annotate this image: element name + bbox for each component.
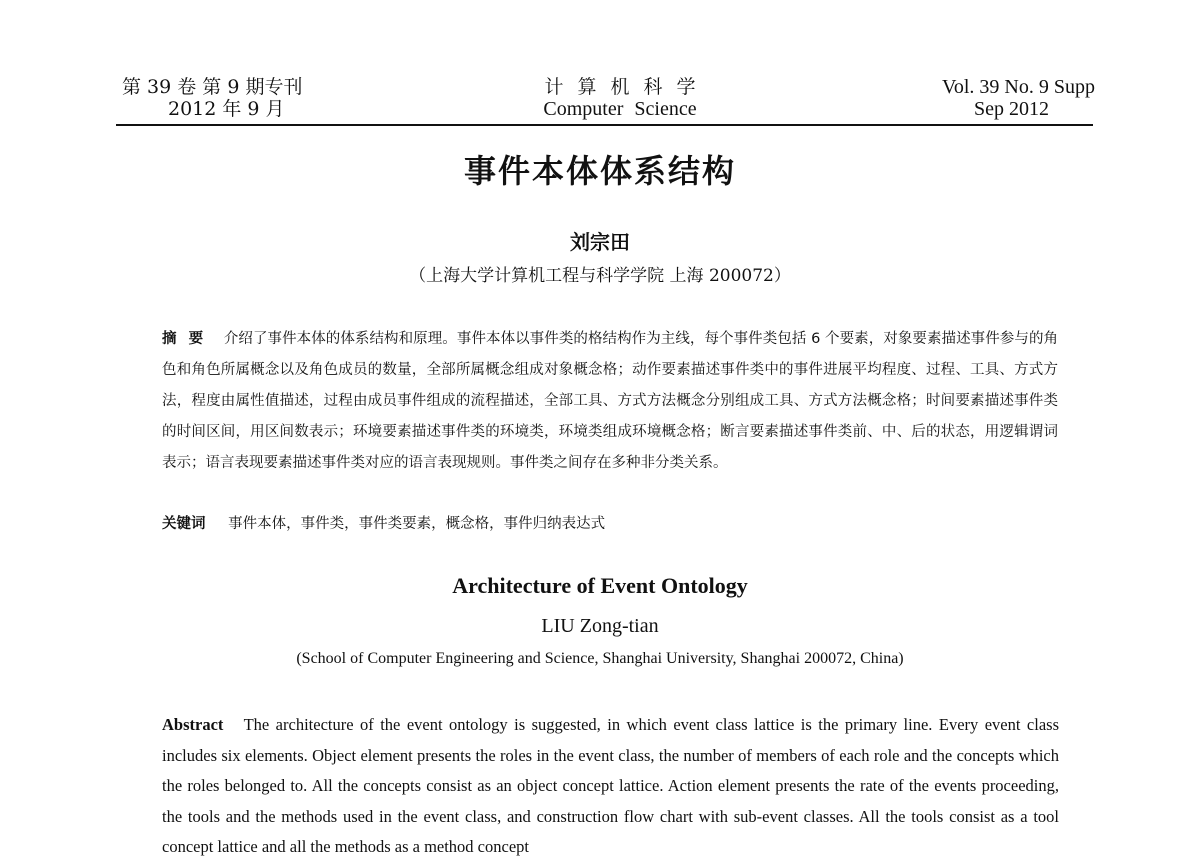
keywords-text-cn: 事件本体，事件类，事件类要素，概念格，事件归纳表达式 [228,516,606,532]
header-volume-issue-en: Vol. 39 No. 9 Supp [942,76,1095,98]
abstract-label-en: Abstract [162,715,224,734]
author-en: LIU Zong-tian [541,615,659,637]
keywords-label-cn: 关键词 [162,516,206,532]
paper-title-cn: 事件本体体系结构 [463,152,736,190]
affiliation-cn: （上海大学计算机工程与科学学院 上海 200072） [409,266,791,286]
keywords-cn [162,509,1058,540]
header-volume-en [835,76,1095,120]
abstract-en [162,710,1059,863]
header-journal-en: Computer Science [543,98,697,120]
abstract-cn [162,324,1058,479]
header-divider [116,124,1093,126]
abstract-label-cn: 摘要 [162,331,216,347]
header-date-en: Sep 2012 [974,98,1049,120]
author-cn: 刘宗田 [570,230,630,254]
header-journal-cn: 计算机科学 [544,76,710,98]
header-date-cn: 2012 年 9 月 [168,98,285,120]
header-journal [470,76,770,120]
header-volume-cn [122,76,362,120]
abstract-text-en: The architecture of the event ontology is suggested, in which event class lattice is the primary line. Every event class includes six elements. Object element presents the roles in the event class, the number of members of each role and the concepts which the roles belonged to. All the concepts consist as an object concept lattice. Action element presents the rate of the events proceeding, the tools and the methods used in the event class, and construction flow chart with sub-event classes. All the tools consist as a tool concept lattice and all the methods as a method concept [162,715,1059,856]
header-volume-issue-cn: 第 39 卷 第 9 期专刊 [122,76,303,98]
affiliation-en: (School of Computer Engineering and Science, Shanghai University, Shanghai 200072, China) [296,650,904,667]
paper-title-en: Architecture of Event Ontology [452,573,748,598]
abstract-text-cn: 介绍了事件本体的体系结构和原理。事件本体以事件类的格结构作为主线，每个事件类包括 6 个要素，对象要素描述事件参与的角色和角色所属概念以及角色成员的数量，全部所属概念组成对象概念格；动作要素描述事件类中的事件进展平均程度、过程、工具、方式方法，程度由属性值描述，过程由成员事件组成的流程描述，全部工具、方式方法概念分别组成工具、方式方法概念格；时间要素描述事件类的时间区间，用区间数表示；环境要素描述事件类的环境类，环境类组成环境概念格；断言要素描述事件类前、中、后的状态，用逻辑谓词表示；语言表现要素描述事件类对应的语言表现规则。事件类之间存在多种非分类关系。 [162,331,1059,471]
